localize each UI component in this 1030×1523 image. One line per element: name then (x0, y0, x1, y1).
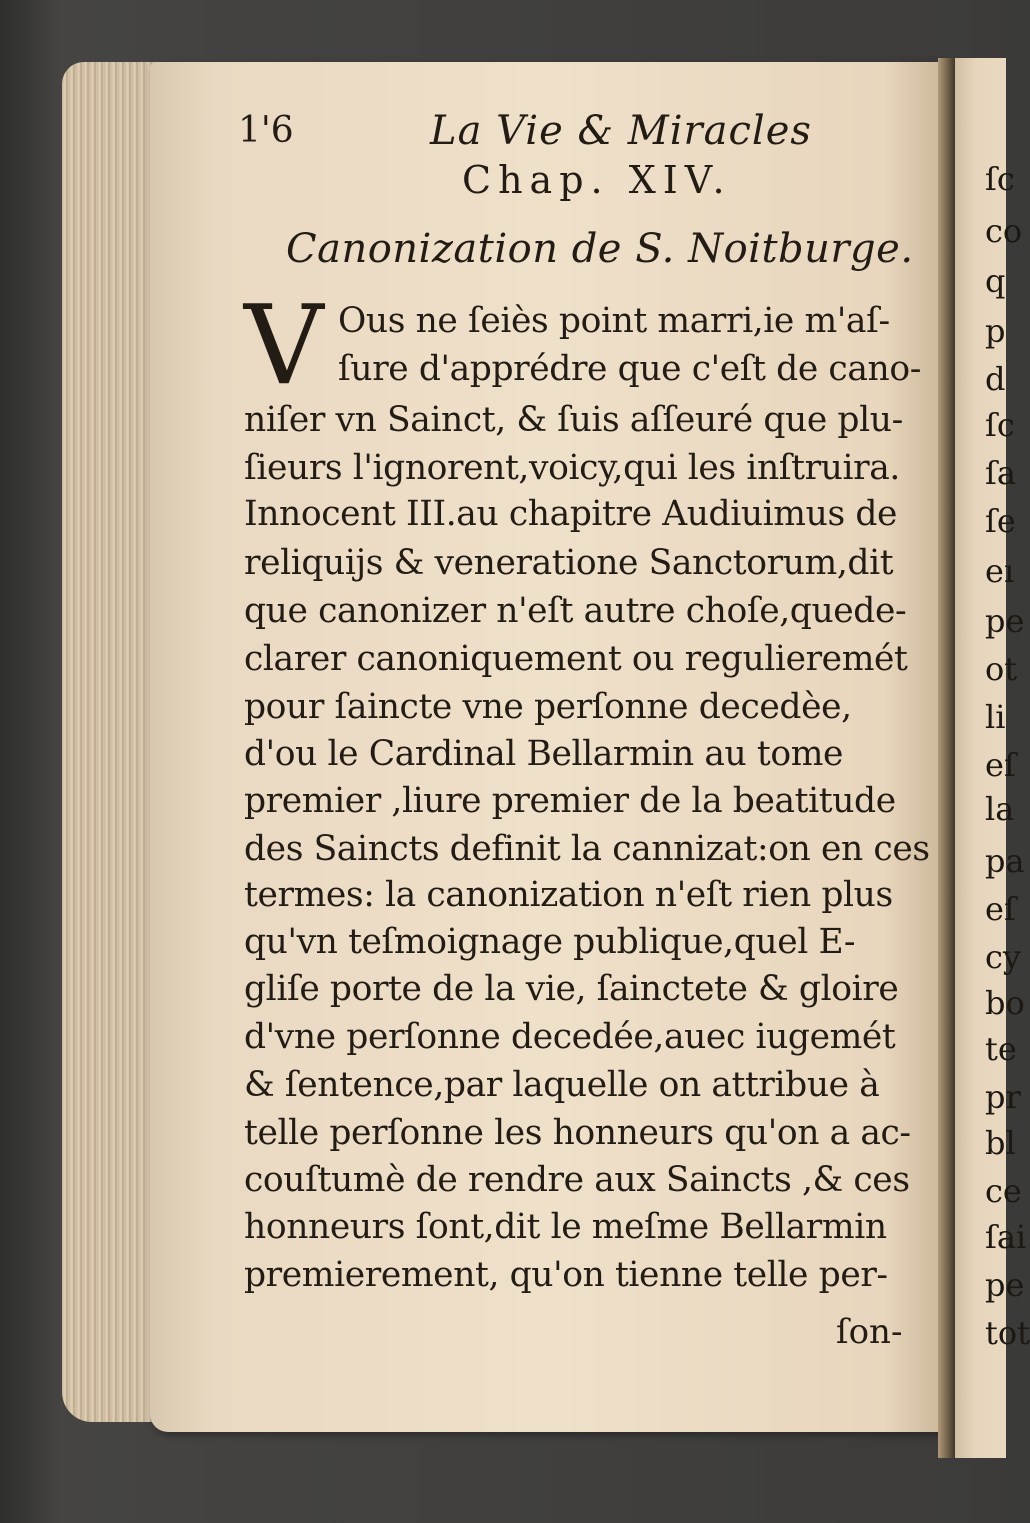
text-line: gliſe porte de la vie, ſainctete & gloire (244, 969, 899, 1009)
facing-page-fragment: ſc (985, 406, 1015, 444)
chapter-heading: Chap. XIV. (462, 158, 732, 202)
facing-page-fragment: d (985, 360, 1006, 398)
page-number: 1'6 (238, 110, 294, 151)
facing-page-fragment: te (985, 1030, 1017, 1068)
text-line: Innocent III.au chapitre Audiuimus de (244, 494, 898, 534)
text-line: des Saincts definit la cannizat:on en ces (244, 829, 930, 869)
facing-page-fragment: pr (985, 1078, 1021, 1116)
facing-page-fragment: li (985, 698, 1006, 736)
text-line: d'vne perſonne decedée,auec iugemét (244, 1017, 896, 1057)
text-line: & ſentence,par laquelle on attribue à (244, 1065, 880, 1105)
facing-page-fragment: ot (985, 650, 1018, 688)
facing-page-fragment: ſe (985, 502, 1016, 540)
text-line: niſer vn Sainct, & ſuis aſſeuré que plu- (244, 400, 903, 440)
catchword: ſon- (836, 1312, 903, 1352)
text-line: ſure d'apprédre que c'eſt de cano- (338, 349, 921, 389)
facing-page-fragment: eı (985, 552, 1015, 590)
facing-page-fragment: eſ (985, 746, 1016, 784)
text-line: pour ſaincte vne perſonne decedèe, (244, 687, 852, 727)
text-line: premier ,liure premier de la beatitude (244, 781, 896, 821)
drop-cap: V (244, 281, 324, 409)
running-title: La Vie & Miracles (430, 108, 812, 154)
facing-page-fragment: pe (985, 1266, 1025, 1304)
text-line: reliquijs & veneratione Sanctorum,dit (244, 543, 894, 583)
facing-page-fragment: tot (985, 1314, 1030, 1352)
text-line: que canonizer n'eſt autre choſe,quede- (244, 591, 907, 631)
book-gutter (938, 58, 956, 1458)
text-line: honneurs ſont,dit le meſme Bellarmin (244, 1207, 887, 1247)
facing-page-fragment: ſai (985, 1218, 1027, 1256)
text-line: d'ou le Cardinal Bellarmin au tome (244, 734, 844, 774)
chapter-subtitle: Canonization de S. Noitburge. (286, 226, 914, 272)
facing-page-fragment: bl (985, 1124, 1016, 1162)
facing-page-fragment: ſa (985, 454, 1016, 492)
facing-page-fragment: ſc (985, 160, 1015, 198)
text-line: Ous ne ſeiès point marri,ie m'aſ- (338, 301, 890, 341)
facing-page-fragment: ce (985, 1172, 1022, 1210)
text-line: clarer canoniquement ou regulieremét (244, 639, 908, 679)
facing-page-fragment: q (985, 262, 1006, 300)
text-line: termes: la canonization n'eſt rien plus (244, 875, 893, 915)
facing-page-fragment: bo (985, 984, 1025, 1022)
text-line: qu'vn teſmoignage publique,quel E- (244, 922, 856, 962)
facing-page-fragment: eſ (985, 890, 1016, 928)
text-line: telle perſonne les honneurs qu'on a ac- (244, 1113, 911, 1153)
text-line: ſieurs l'ignorent,voicy,qui les inſtruira. (244, 448, 900, 488)
facing-page-fragment: co (985, 212, 1023, 250)
text-line: couſtumè de rendre aux Saincts ,& ces (244, 1160, 910, 1200)
facing-page-fragment: p (985, 312, 1006, 350)
facing-page-fragment: la (985, 790, 1015, 828)
text-line: premierement, qu'on tienne telle per- (244, 1255, 888, 1295)
facing-page-fragment: cy (985, 938, 1021, 976)
facing-page-fragment: pa (985, 842, 1025, 880)
facing-page-fragment: pe (985, 602, 1025, 640)
